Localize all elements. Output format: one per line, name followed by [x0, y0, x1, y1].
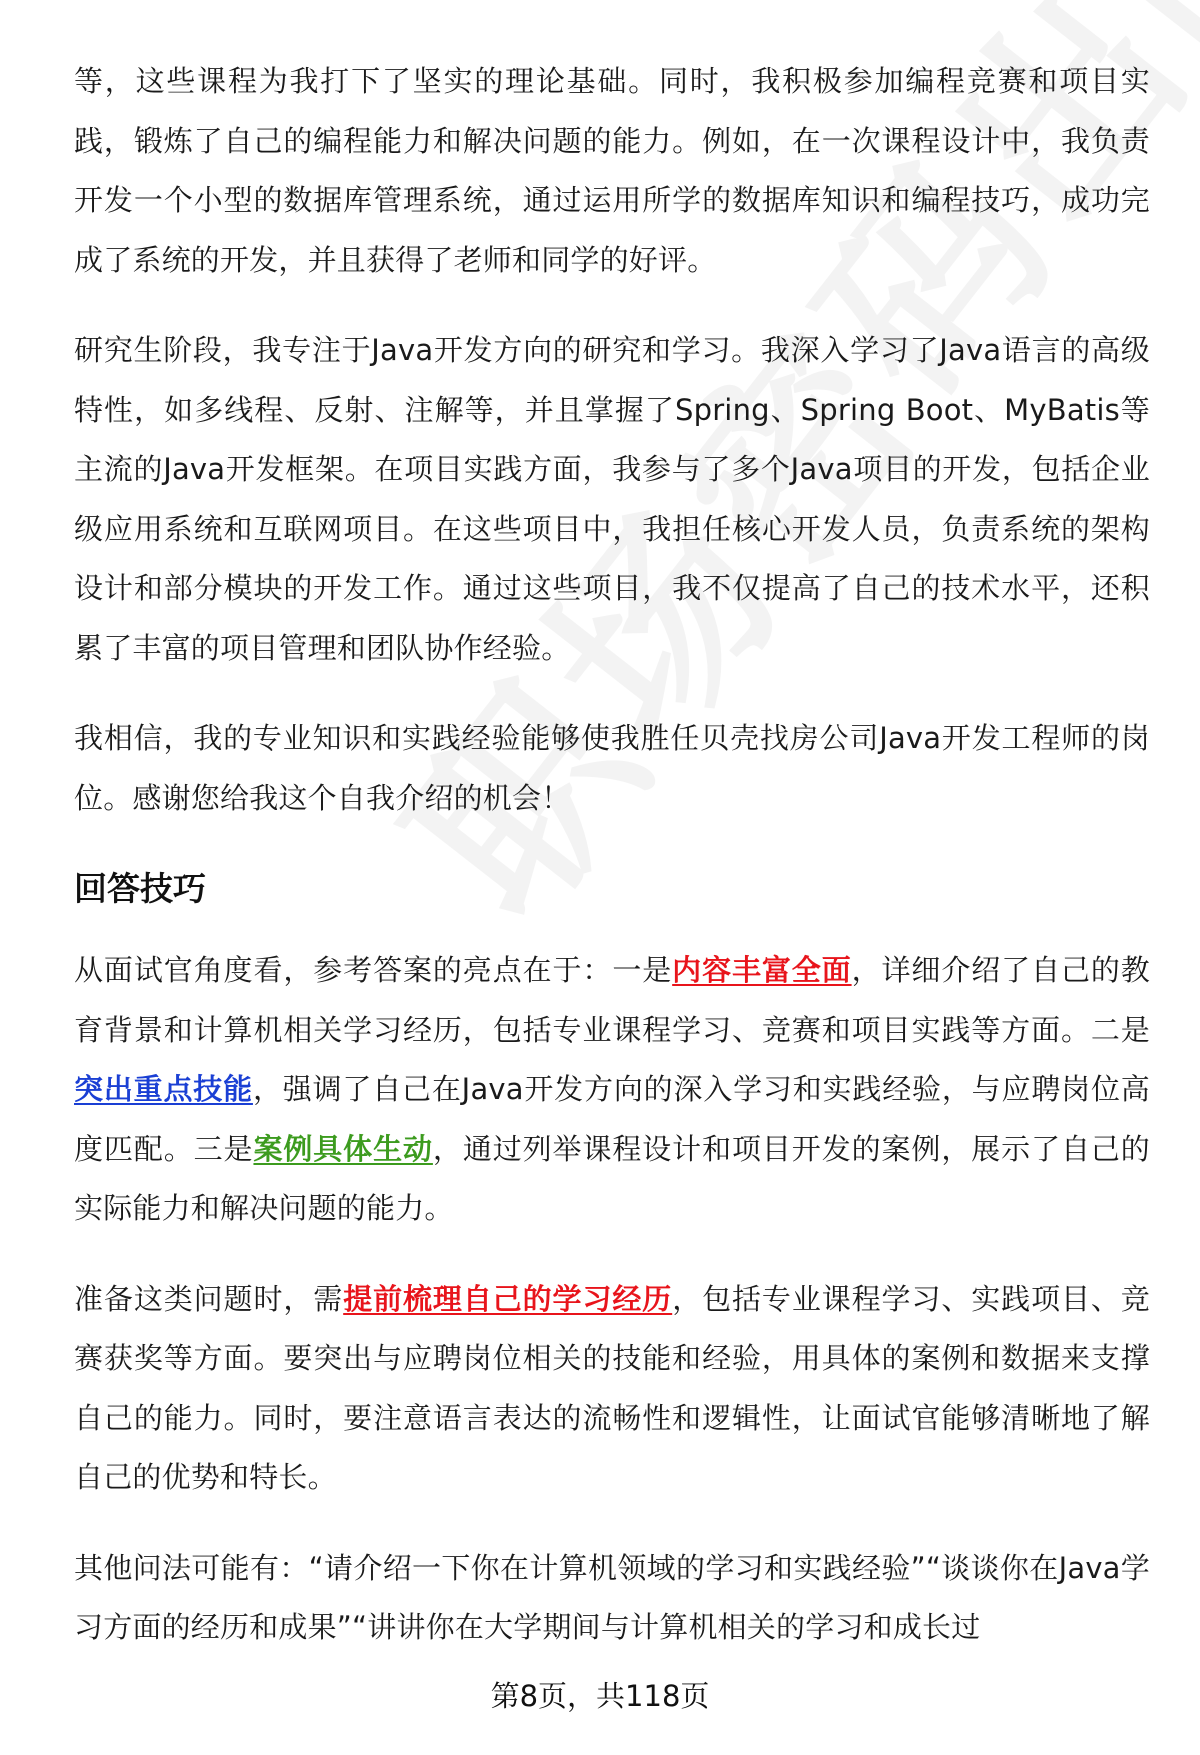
paragraph-tips-preparation [74, 1270, 1150, 1508]
text-segment: ，包括专业课程学习、实践项目、竞赛获奖等方面。要突出与应聘岗位相关的技能和经验，用具体的案例和数据来支撑自己的能力。同时，要注意语言表达的流畅性和逻辑性，让面试官能够清晰地了解自己的优势和特长。 [74, 1281, 1151, 1494]
text-segment: ，强调了自己在Java开发方向的深入学习和实践经验，与应聘岗位高度匹配。三是 [74, 1072, 1150, 1166]
paragraph-closing: 我相信，我的专业知识和实践经验能够使我胜任贝壳找房公司Java开发工程师的岗位。感谢您给我这个自我介绍的机会！ [74, 721, 1150, 815]
section-heading: 回答技巧 [74, 869, 206, 908]
paragraph-tips-highlights [74, 941, 1150, 1239]
document-body [74, 52, 1150, 1689]
text-segment: ，通过列举课程设计和项目开发的案例，展示了自己的实际能力和解决问题的能力。 [74, 1131, 1150, 1225]
highlight-review-experience: 提前梳理自己的学习经历 [343, 1281, 673, 1316]
text-segment: 准备这类问题时，需 [74, 1281, 344, 1316]
paragraph-course-background: 等，这些课程为我打下了坚实的理论基础。同时，我积极参加编程竞赛和项目实践，锻炼了自己的编程能力和解决问题的能力。例如，在一次课程设计中，我负责开发一个小型的数据库管理系统，通过运用所学的数据库知识和编程技巧，成功完成了系统的开发，并且获得了老师和同学的好评。 [74, 64, 1150, 277]
highlight-key-skills: 突出重点技能 [74, 1072, 253, 1106]
paragraph-other-questions: 其他问法可能有：“请介绍一下你在计算机领域的学习和实践经验”“谈谈你在Java学习方面的经历和成果”“讲讲你在大学期间与计算机相关的学习和成长过 [74, 1550, 1150, 1644]
paragraph-graduate-study: 研究生阶段，我专注于Java开发方向的研究和学习。我深入学习了Java语言的高级特性，如多线程、反射、注解等，并且掌握了Spring、Spring Boot、MyBatis等主流的Java开发框架。在项目实践方面，我参与了多个Java项目的开发，包括企业级应用系统和互联网项目。在这些项目中，我担任核心开发人员，负责系统的架构设计和部分模块的开发工作。通过这些项目，我不仅提高了自己的技术水平，还积累了丰富的项目管理和团队协作经验。 [74, 333, 1150, 665]
highlight-content-rich: 内容丰富全面 [672, 953, 852, 987]
text-segment: ，详细介绍了自己的教育背景和计算机相关学习经历，包括专业课程学习、竞赛和项目实践等方面。二是 [74, 953, 1150, 1047]
text-segment: 从面试官角度看，参考答案的亮点在于：一是 [74, 953, 673, 987]
highlight-vivid-cases: 案例具体生动 [253, 1131, 433, 1166]
page-footer: 第8页，共118页 [490, 1679, 710, 1713]
